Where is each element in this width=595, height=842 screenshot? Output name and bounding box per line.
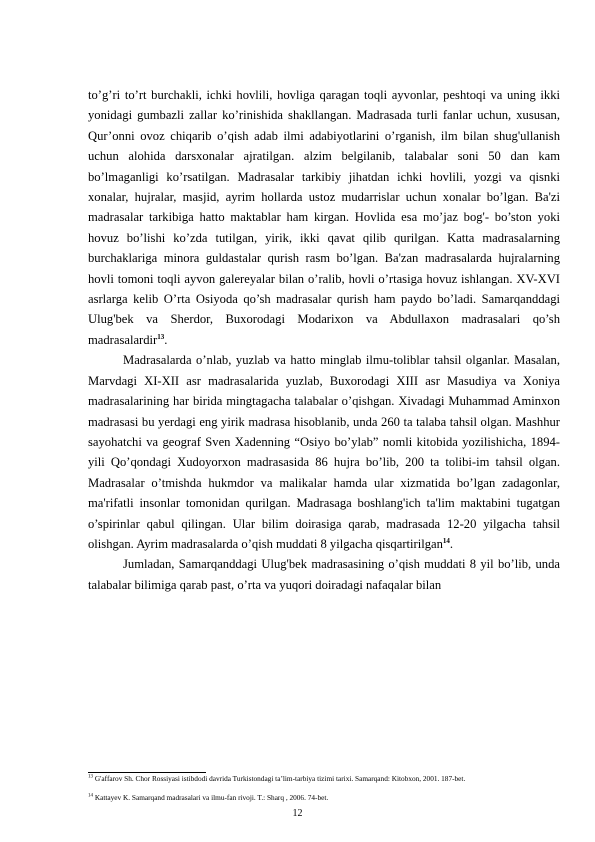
paragraph-3: Jumladan, Samarqanddagi Ulug'bek madrasasining o’qish muddati 8 yil bo’lib, unda talabalar bilimiga qarab past, o’rta va yuqori doiradagi nafaqalar bilan: [88, 557, 560, 592]
page-number: 12: [292, 808, 303, 819]
paragraph-2-end: .: [449, 536, 454, 551]
footnote-14-number: 14: [88, 793, 93, 799]
footnote-ref-14[interactable]: 14: [442, 536, 450, 545]
paragraph-2-text: Madrasalarda o’nlab, yuzlab va hatto minglab ilmu-toliblar tahsil olganlar. Masalan, Marvdagi XI-XII asr madrasalarida yuzlab, Buxorodagi XIII asr Masudiya va Xoniya madrasalarining har birida mingtagacha talabalar o’qishgan. Xivadagi Muhammad Aminxon madrasasi bu yerdagi eng yirik madrasa hisoblanib, unda 260 ta talaba tahsil olgan. Mashhur sayohatchi va geograf Sven Xadenning “Osiyo bo’ylab” nomli kitobida yozilishicha, 1894-yili Qo’qondagi Xudoyorxon madrasasida 86 hujra bo’lib, 200 ta tolibi-im tahsil olgan. Madrasalar o’tmishda hukmdor va malikalar hamda ular xizmatida bo’lgan zadagonlar, ma'rifatli insonlar tomonidan qurilgan. Madrasaga boshlang'ich ta'lim maktabini tugatgan o’spirinlar qabul qilingan. Ular bilim doirasiga qarab, madrasada 12-20 yilgacha tahsil olishgan. Ayrim madrasalarda o’qish muddati 8 yilgacha qisqartirilgan: [88, 353, 560, 551]
footnote-14: [88, 793, 558, 802]
footnote-13-number: 13: [88, 774, 93, 780]
paragraph-1: [88, 85, 560, 350]
paragraph-2: [88, 350, 560, 554]
paragraph-1-text: to’g’ri to’rt burchakli, ichki hovlili, hovliga qaragan toqli ayvonlar, peshtoqi va uning ikki yonidagi gumbazli zallar ko’rinishida shakllangan. Madrasada turli fanlar uchun, xususan, Qur’onni ovoz chiqarib o’qish adab ilmi adabiyotlarini o’rganish, ilm bilan shug'ullanish uchun alohida darsxonalar ajratilgan. alzim belgilanib, talabalar soni 50 dan kam bo’lmaganligi ko’rsatilgan. Madrasalar tarkibiy jihatdan ichki hovlili, yozgi va qisnki xonalar, hujralar, masjid, ayrim hollarda ustoz mudarrislar uchun xonalar bo’lgan. Ba'zi madrasalar tarkibiga hatto maktablar ham kirgan. Hovlida esa mo’jaz bog'- bo’ston yoki hovuz bo’lishi ko’zda tutilgan, yirik, ikki qavat qilib qurilgan. Katta madrasalarning burchaklariga minora guldastalar qurish rasm bo’lgan. Ba'zan madrasalarda hujralarning hovli tomoni toqli ayvon galereyalar bilan o’ralib, hovli o’rtasiga hovuz ishlangan. XV-XVI asrlarga kelib O’rta Osiyoda qo’sh madrasalar qurish ham paydo bo’ladi. Samarqanddagi Ulug'bek va Sherdor, Buxorodagi Modarixon va Abdullaxon madrasalari qo’sh madrasalardir: [88, 88, 560, 347]
footnote-separator: [88, 772, 206, 773]
footnote-14-text: Kattayev K. Samarqand madrasalari va ilmu-fan rivoji. T.: Sharq , 2006. 74-bet.: [93, 793, 329, 802]
paragraph-1-end: .: [164, 332, 168, 347]
footnote-13-text: G'affarov Sh. Chor Rossiyasi istibdodi davrida Turkistondagi ta’lim-tarbiya tizimi tarixi. Samarqand: Kitobxon, 2001. 187-bet.: [93, 774, 466, 783]
footnote-13: [88, 774, 558, 783]
body-text: [88, 85, 560, 595]
footnote-ref-13[interactable]: 13: [157, 332, 165, 341]
